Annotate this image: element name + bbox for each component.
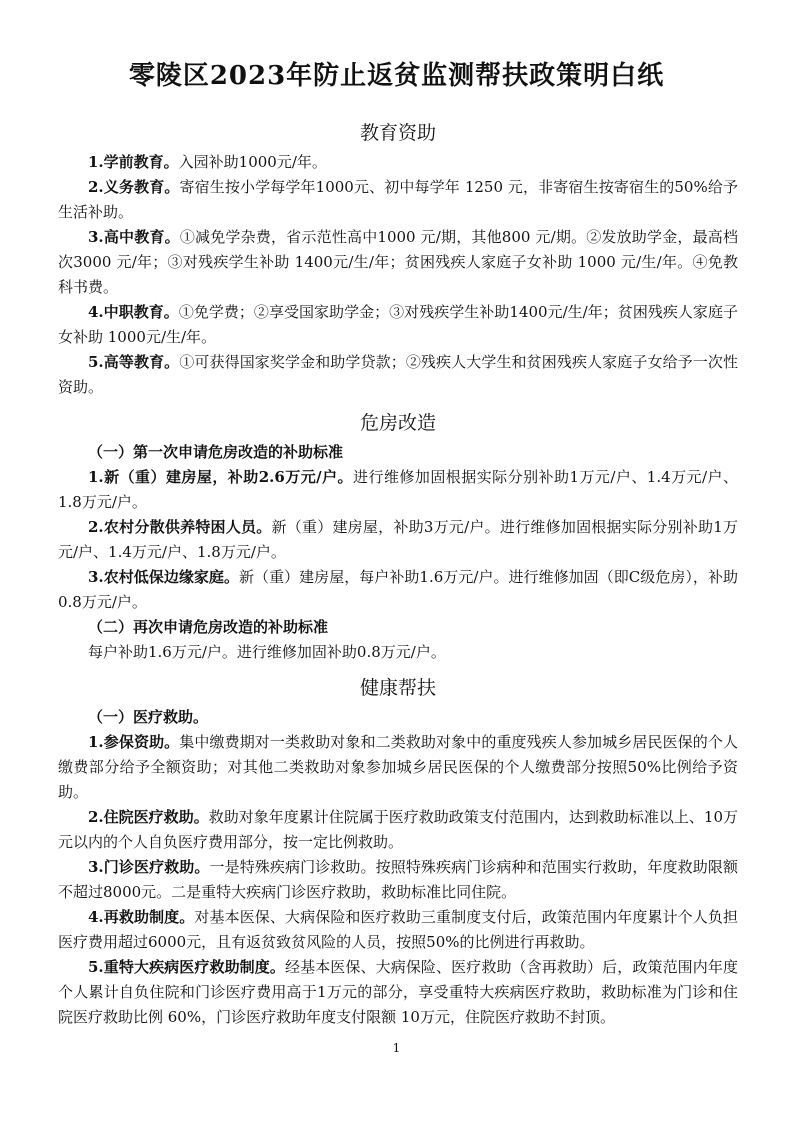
page-number: 1 [392, 1041, 401, 1055]
housing-subheading-first: （一）第一次申请危房改造的补助标准 [88, 443, 344, 461]
item-lead: 3.门诊医疗救助。 [88, 858, 210, 876]
housing-item [58, 465, 738, 515]
item-lead: 3.高中教育。 [88, 228, 180, 246]
item-text: 一是特殊疾病门诊救助。按照特殊疾病门诊病种和范围实行救助，年度救助限额不超过8000元。二是重特大疾病门诊医疗救助，救助标准比同住院。 [58, 858, 738, 901]
item-lead: 2.义务教育。 [88, 178, 180, 196]
item-lead: 2.住院医疗救助。 [88, 808, 209, 826]
housing-item [58, 515, 738, 565]
item-lead: 5.高等教育。 [88, 353, 180, 371]
item-text: 救助对象年度累计住院属于医疗救助政策支付范围内，达到救助标准以上、10万元以内的个人自负医疗费用部分，按一定比例救助。 [58, 808, 738, 851]
item-text: 新（重）建房屋，补助3万元/户。进行维修加固根据实际分别补助1万元/户、1.4万元/户、1.8万元/户。 [58, 518, 738, 561]
section-health [58, 671, 738, 1030]
section-heading-education: 教育资助 [359, 122, 436, 144]
item-text: 入园补助1000元/年。 [178, 153, 327, 171]
section-housing [58, 406, 738, 665]
section-heading-health: 健康帮扶 [359, 677, 436, 699]
item-text: 新（重）建房屋，每户补助1.6万元/户。进行维修加固（即C级危房），补助0.8万元/户。 [58, 568, 738, 611]
section-education [58, 116, 738, 400]
education-item [58, 300, 738, 350]
document-body [58, 116, 738, 1036]
health-item [58, 805, 738, 855]
item-lead: 1.学前教育。 [88, 153, 179, 171]
item-text: 经基本医保、大病保险、医疗救助（含再救助）后，政策范围内年度个人累计自负住院和门诊医疗费用高于1万元的部分，享受重特大疾病医疗救助，救助标准为门诊和住院医疗救助比例 60%，门诊医疗救助年度支付限额 10万元，住院医疗救助不封顶。 [58, 958, 738, 1026]
housing-subheading-second: （二）再次申请危房改造的补助标准 [88, 618, 329, 636]
education-item [58, 350, 738, 400]
item-lead: 3.农村低保边缘家庭。 [88, 568, 239, 586]
item-lead: 1.新（重）建房屋，补助2.6万元/户。 [88, 468, 354, 486]
item-text: 集中缴费期对一类救助对象和二类救助对象中的重度残疾人参加城乡居民医保的个人缴费部分给予全额资助；对其他二类救助对象参加城乡居民医保的个人缴费部分按照50%比例给予资助。 [58, 733, 738, 801]
item-lead: 4.再救助制度。 [88, 908, 195, 926]
item-lead: 1.参保资助。 [88, 733, 180, 751]
item-text: ①减免学杂费，省示范性高中1000 元/期，其他800 元/期。②发放助学金，最高档次3000 元/年；③对残疾学生补助 1400元/生/年；贫困残疾人家庭子女补助 1000 元/生/年。④免教科书费。 [58, 228, 738, 296]
item-lead: 2.农村分散供养特困人员。 [88, 518, 272, 536]
housing-repeat-text: 每户补助1.6万元/户。进行维修加固补助0.8万元/户。 [88, 643, 446, 661]
health-item [58, 855, 738, 905]
health-item [58, 905, 738, 955]
item-text: 进行维修加固根据实际分别补助1万元/户、1.4万元/户、1.8万元/户。 [58, 468, 738, 511]
education-item [58, 175, 738, 225]
education-item [58, 225, 738, 300]
item-text: 对基本医保、大病保险和医疗救助三重制度支付后，政策范围内年度累计个人负担医疗费用超过6000元，且有返贫致贫风险的人员，按照50%的比例进行再救助。 [58, 908, 738, 951]
education-item [58, 150, 738, 175]
item-lead: 4.中职教育。 [88, 303, 179, 321]
item-text: ①免学费；②享受国家助学金；③对残疾学生补助1400元/生/年；贫困残疾人家庭子女补助 1000元/生/年。 [58, 303, 738, 346]
item-lead: 5.重特大疾病医疗救助制度。 [88, 958, 285, 976]
health-item [58, 730, 738, 805]
housing-item [58, 565, 738, 615]
health-item [58, 955, 738, 1030]
item-text: ①可获得国家奖学金和助学贷款；②残疾人大学生和贫困残疾人家庭子女给予一次性资助。 [58, 353, 738, 396]
item-text: 寄宿生按小学每学年1000元、初中每学年 1250 元，非寄宿生按寄宿生的50%给予生活补助。 [58, 178, 738, 221]
section-heading-housing: 危房改造 [359, 412, 436, 434]
document-title: 零陵区2023年防止返贫监测帮扶政策明白纸 [128, 61, 665, 91]
health-subheading-medical: （一）医疗救助。 [88, 708, 209, 726]
